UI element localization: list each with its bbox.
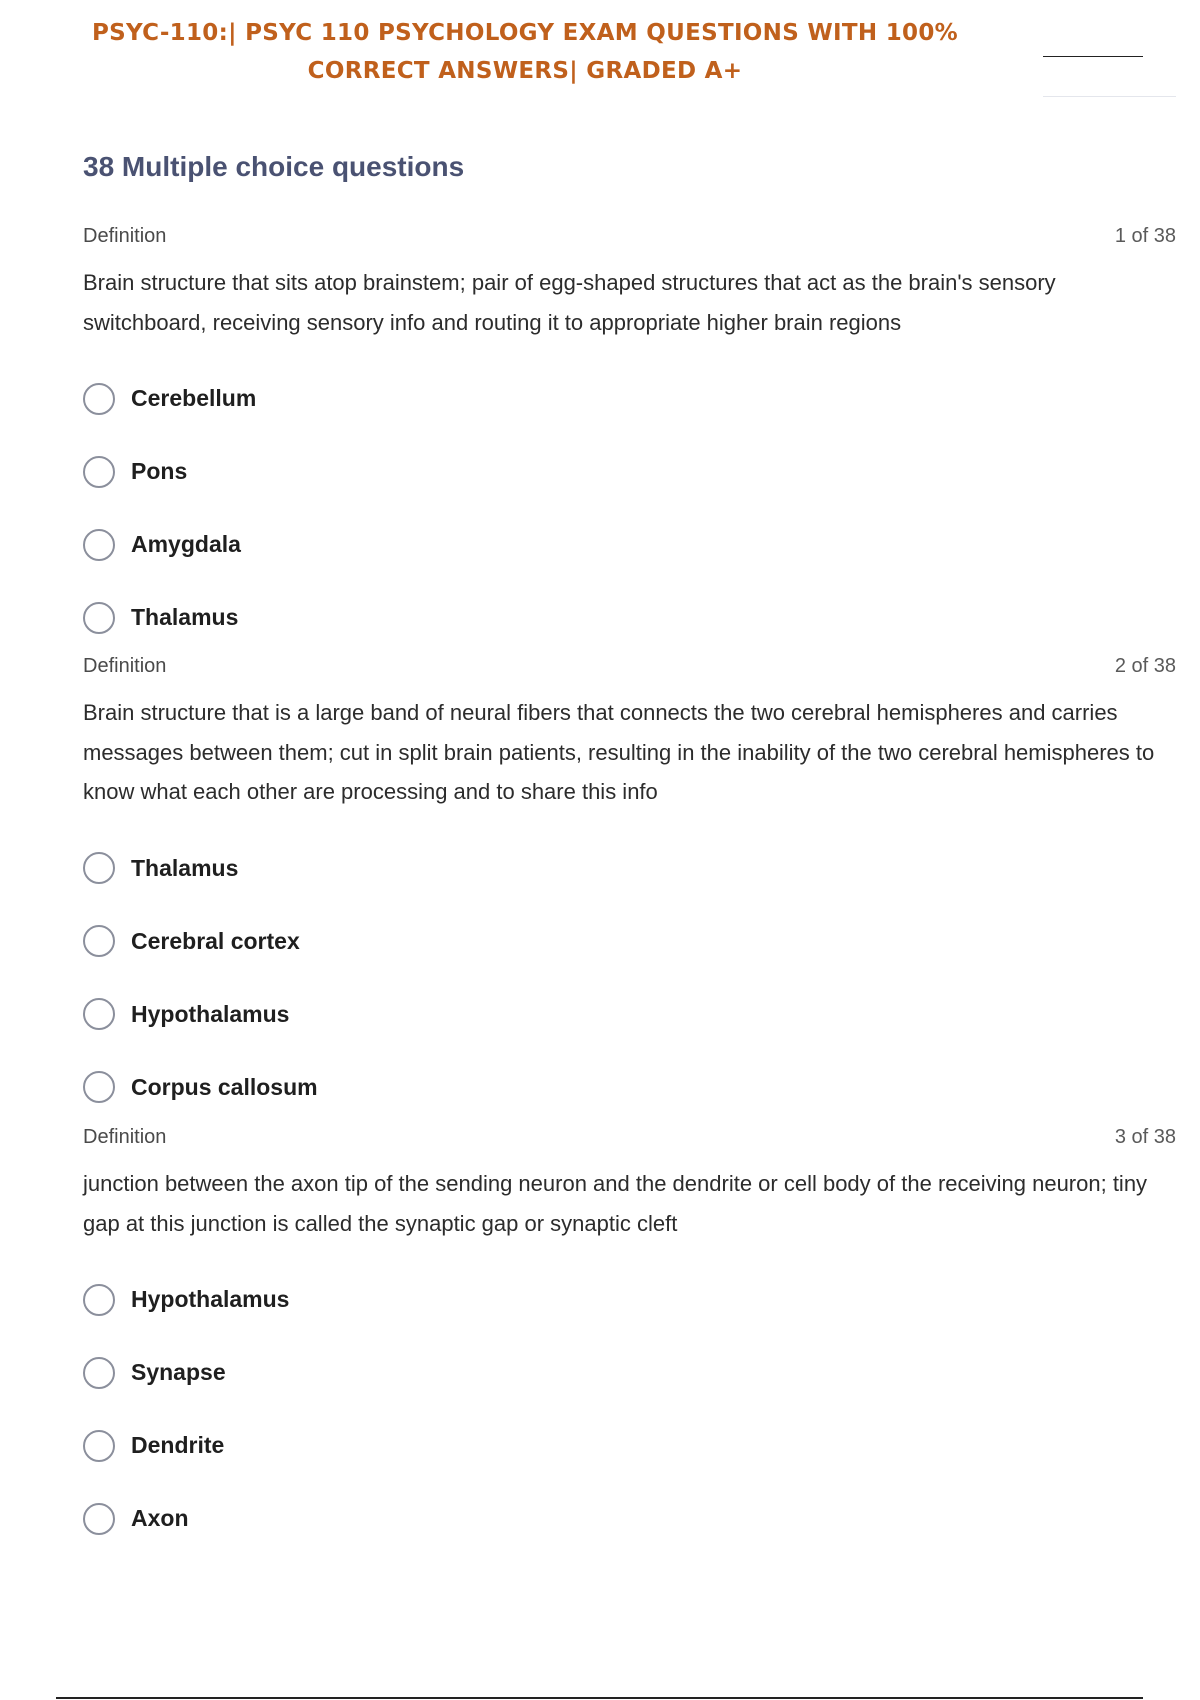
answer-option-label: Hypothalamus (131, 1000, 290, 1027)
question-prompt: Brain structure that sits atop brainstem; pair of egg-shaped structures that act as the brain's sensory switchboard, receiving sensory info and routing it to appropriate higher brain regions (83, 270, 1056, 335)
document-title-line-1: PSYC-110:| PSYC 110 PSYCHOLOGY EXAM QUESTIONS WITH 100% (91, 20, 959, 46)
question-card-1 (83, 225, 1176, 654)
answer-option[interactable] (83, 581, 1176, 654)
radio-button-icon[interactable] (83, 925, 115, 957)
answer-options (83, 1263, 1176, 1555)
question-card-2 (83, 655, 1176, 1124)
header-divider (1043, 56, 1143, 57)
answer-option[interactable] (83, 1051, 1176, 1124)
answer-option-label: Dendrite (131, 1432, 225, 1458)
radio-button-icon[interactable] (83, 1071, 115, 1103)
answer-option[interactable] (83, 905, 1176, 978)
answer-option-label: Pons (131, 458, 188, 484)
answer-option[interactable] (83, 1263, 1176, 1336)
radio-button-icon[interactable] (83, 1503, 115, 1535)
answer-option-label: Thalamus (131, 854, 239, 881)
radio-button-icon[interactable] (83, 852, 115, 884)
question-type-label: Definition (83, 655, 167, 677)
answer-option[interactable] (83, 508, 1176, 581)
radio-button-icon[interactable] (83, 383, 115, 415)
answer-option[interactable] (83, 1409, 1176, 1482)
radio-button-icon[interactable] (83, 1430, 115, 1462)
document-title-line-2: CORRECT ANSWERS| GRADED A+ (307, 58, 743, 84)
footer-divider (56, 1697, 1143, 1699)
answer-options (83, 832, 1176, 1124)
header-divider-light (1043, 96, 1176, 97)
question-type-label: Definition (83, 225, 167, 247)
answer-option-label: Amygdala (131, 531, 241, 557)
question-counter: 3 of 38 (1114, 1126, 1176, 1148)
radio-button-icon[interactable] (83, 456, 115, 488)
radio-button-icon[interactable] (83, 998, 115, 1030)
question-type-label: Definition (83, 1126, 167, 1148)
answer-option-label: Axon (131, 1505, 189, 1531)
answer-option[interactable] (83, 362, 1176, 435)
question-prompt: junction between the axon tip of the sending neuron and the dendrite or cell body of the receiving neuron; tiny gap at this junction is called the synaptic gap or synaptic cleft (83, 1171, 1148, 1236)
question-card-3 (83, 1126, 1176, 1555)
answer-option-label: Cerebellum (131, 385, 257, 411)
question-counter: 1 of 38 (1114, 225, 1176, 247)
question-counter: 2 of 38 (1114, 655, 1176, 677)
answer-option-label: Corpus callosum (131, 1073, 318, 1100)
quiz-heading: 38 Multiple choice questions (83, 151, 465, 182)
question-prompt: Brain structure that is a large band of neural fibers that connects the two cerebral hemispheres and carries messages between them; cut in split brain patients, resulting in the inability of the two cerebral hemispheres to know what each other are processing and to share this info (83, 700, 1155, 804)
answer-option-label: Synapse (131, 1359, 226, 1385)
answer-option[interactable] (83, 832, 1176, 905)
radio-button-icon[interactable] (83, 529, 115, 561)
answer-option-label: Hypothalamus (131, 1286, 290, 1312)
answer-option-label: Cerebral cortex (131, 927, 300, 954)
answer-option[interactable] (83, 1482, 1176, 1555)
answer-option[interactable] (83, 1336, 1176, 1409)
answer-option[interactable] (83, 435, 1176, 508)
answer-option[interactable] (83, 978, 1176, 1051)
radio-button-icon[interactable] (83, 1357, 115, 1389)
radio-button-icon[interactable] (83, 1284, 115, 1316)
answer-options (83, 362, 1176, 654)
document-header (0, 14, 1050, 90)
radio-button-icon[interactable] (83, 602, 115, 634)
answer-option-label: Thalamus (131, 604, 239, 630)
